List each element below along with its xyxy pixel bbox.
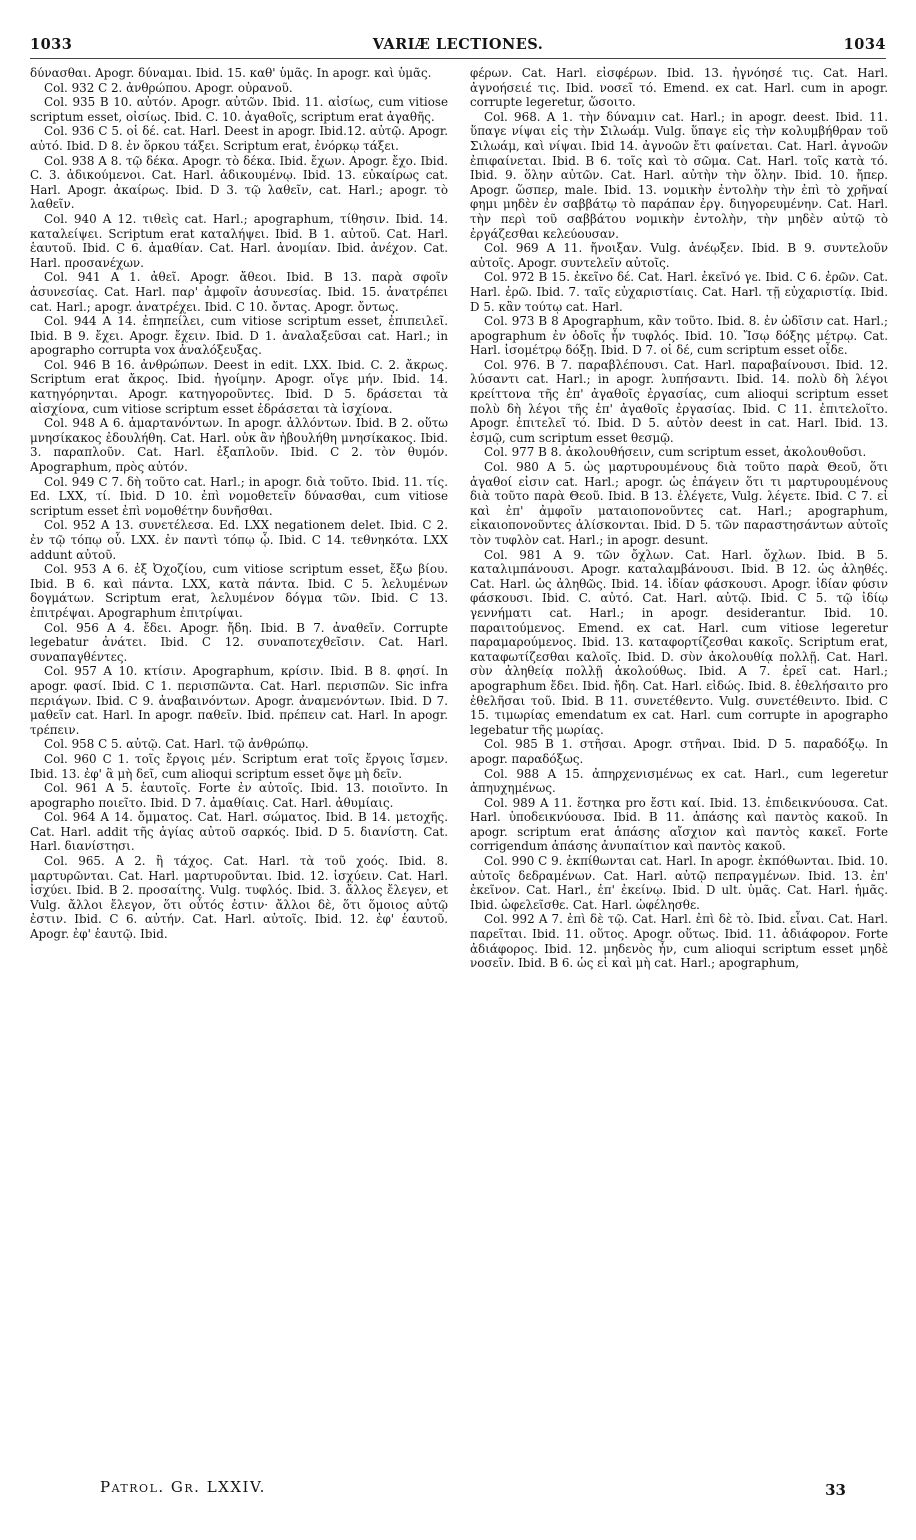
variant-entry: Col. 936 C 5. οἱ δέ. cat. Harl. Deest in apogr. Ibid.12. αὐτῷ. Apogr. αὐτό. Ibid. D 8. ἐν ὅρκου τάξει. Scriptum erat, ἐνόρκῳ τάξει.: [30, 124, 448, 153]
variant-entry: Col. 988 A 15. ἀπηρχενισμένως ex cat. Harl., cum legeretur ἀπηυχημένως.: [470, 766, 888, 796]
variant-entry: δύνασθαι. Apogr. δύναμαι. Ibid. 15. καθ' ὑμᾶς. In apogr. καὶ ὑμᾶς.: [30, 66, 432, 80]
variant-entry: Col. 977 B 8. ἀκολουθήσειν, cum scriptum esset, ἀκολουθοῦσι.: [484, 445, 867, 460]
variant-entry: Col. 938 A 8. τῷ δέκα. Apogr. τὸ δέκα. Ibid. ἔχων. Apogr. ἔχο. Ibid. C. 3. ἀδικούμενοι. Cat. Harl. ἀδικουμένῳ. Ibid. 13. εὐκαίρως cat. Harl. Apogr. ἀκαίρως. Ibid. D 3. τῷ λαθεῖν, cat. Harl.; apogr. τὸ λαθεῖν.: [30, 153, 448, 212]
variant-entry: Col. 948 A 6. ἁμαρτανόντων. In apogr. ἀλλόντων. Ibid. B 2. οὕτω μνησίκακος ἐδουλήθη. Cat. Harl. οὐκ ἂν ἠβουλήθη μνησίκακος. Ibid. 3. παραπλοῦν. Cat. Harl. ἐξαπλοῦν. Ibid. C 2. τὸν θυμόν. Apographum, πρὸς αὐτόν.: [30, 416, 448, 475]
variant-entry: Col. 957 A 10. κτίσιν. Apographum, κρίσιν. Ibid. B 8. φησί. In apogr. φασί. Ibid. C 1. περισπῶντα. Cat. Harl. περισπῶν. Sic infra περιάγων. Ibid. C 9. ἀναβαινόντων. Apogr. ἀναμενόντων. Ibid. D 7. μαθεῖν cat. Harl. In apogr. παθεῖν. Ibid. πρέπειν cat. Harl. In apogr. τρέπειν.: [30, 664, 448, 737]
page-number-left: 1033: [30, 36, 73, 53]
variant-entry: Col. 969 A 11. ἤνοιξαν. Vulg. ἀνέῳξεν. Ibid. B 9. συντελοῦν αὐτοῖς. Apogr. συντελεῖν αὐτοῖς.: [470, 241, 888, 270]
variant-entry: Col. 980 A 5. ὡς μαρτυρουμένους διὰ τοῦτο παρὰ Θεοῦ, ὅτι ἀγαθοί εἰσιν cat. Harl.; apogr. ὡς ἐπάγειν ὅτι τι μαρτυρουμένους διὰ τοῦτο παρὰ Θεοῦ. Ibid. B 13. ἐλέγετε, Vulg. λέγετε. Ibid. C 7. εἰ καὶ ἐπ' ἀμφοῖν ματαιοπονοῦντες cat. Harl.; apographum, εἰκαιοπονοῦντες ἁλίσκονται. Ibid. D 5. τῶν παραστησάντων αὐτοῖς τὸν τυφλὸν cat. Harl.; in apogr. desunt.: [470, 460, 888, 547]
variant-entry: Col. 964 A 14. ὄμματος. Cat. Harl. σώματος. Ibid. B 14. μετοχῆς. Cat. Harl. addit τῆς ἁγίας αὐτοῦ σαρκός. Ibid. D 5. διανίστη. Cat. Harl. διανίστησι.: [30, 810, 448, 854]
variant-entry: Col. 992 A 7. ἐπὶ δὲ τῷ. Cat. Harl. ἐπὶ δὲ τὸ. Ibid. εἶναι. Cat. Harl. παρεῖται. Ibid. 11. οὕτος. Apogr. οὕτως. Ibid. 11. ἀδιάφορον. Forte ἀδιάφορος. Ibid. 12. μηδενὸς ἦν, cum alioqui scriptum esset μηδὲ νοσεῖν. Ibid. B 6. ὡς εἰ καὶ μὴ cat. Harl.; apographum,: [470, 912, 888, 971]
variant-entry: Col. 940 A 12. τιθεὶς cat. Harl.; apographum, τίθησιν. Ibid. 14. καταλείψει. Scriptum erat καταλήψει. Ibid. B 1. αὐτοῦ. Cat. Harl. ἑαυτοῦ. Ibid. C 6. ἀμαθίαν. Cat. Harl. ἀνομίαν. Ibid. ἀνέχον. Cat. Harl. προσανέχων.: [30, 211, 448, 270]
variant-entry: Col. 953 A 6. ἐξ Ὀχοζίου, cum vitiose scriptum esset, ἔξω βίου. Ibid. B 6. καὶ πάντα. LXX, κατὰ πάντα. Ibid. C 5. λελυμένων δογμάτων. Scriptum erat, λελυμένον δόγμα τῶν. Ibid. C 13. ἐπιτρέψαι. Apographum ἐπιτρίψαι.: [30, 562, 448, 620]
variant-entry: Col. 932 C 2. ἀνθρώπου. Apogr. οὐρανοῦ.: [44, 80, 293, 95]
variant-entry: Col. 981 A 9. τῶν ὄχλων. Cat. Harl. ὄχλων. Ibid. B 5. καταλιμπάνουσι. Apogr. καταλαμβάνουσι. Ibid. B 12. ὡς ἀληθές. Cat. Harl. ὡς ἀληθῶς. Ibid. 14. ἰδίαν φάσκουσι. Apogr. ἰδίαν φύσιν φάσκουσι. Ibid. C. αὐτό. Cat. Harl. αὐτῷ. Ibid. C 5. τῷ ἰδίῳ γεννήματι cat. Harl.; in apogr. desiderantur. Ibid. 10. παραιτούμενος. Emend. ex cat. Harl. cum vitiose legeretur παραμαρούμενος. Ibid. 13. καταφορτίζεσθαι κακοῖς. Scriptum erat, καταφωτίζεσθαι καλοῖς. Ibid. D. σὺν ἀκολουθίᾳ πολλῇ. Cat. Harl. σὺν ἀληθείᾳ πολλῇ ἀκολούθως. Ibid. A 7. ἐρεῖ cat. Harl.; apographum ἔδει. Ibid. ἤδη. Cat. Harl. εἰδώς. Ibid. 8. ἐθελήσαιτο pro ἐθελῆσαι τοῦ. Ibid. B 11. συνετέθεντο. Vulg. συνετέθειντο. Ibid. C 15. τιμωρίας emendatum ex cat. Harl. cum corrupte in apographo legebatur τῆς μωρίας.: [470, 547, 888, 737]
variant-entry: Col. 968. A 1. τὴν δύναμιν cat. Harl.; in apogr. deest. Ibid. 11. ὕπαγε νίψαι εἰς τὴν Σιλωάμ. Vulg. ὕπαγε εἰς τὴν κολυμβήθραν τοῦ Σιλωάμ, καὶ νίψαι. Ibid 14. ἀγνοῶν ἔτι φαίνεται. Cat. Harl. ἀγνοῶν ἐπιφαίνεται. Ibid. B 6. τοῖς καὶ τὸ σῶμα. Cat. Harl. τοῖς κατὰ τό. Ibid. 9. ὅλην αὐτῶν. Cat. Harl. αὐτὴν τὴν ὅλην. Ibid. 10. ἤπερ. Apogr. ὥσπερ, male. Ibid. 13. νομικὴν ἐντολὴν τὴν ἐπὶ τὸ χρῆναί φημι μηδὲν ἐν σαββάτῳ τὸ παράπαν ἐργ. διηγορευμένην. Cat. Harl. τὴν περὶ τοῦ σαββάτου νομικὴν ἐντολὴν, τὴν μηδὲν αὐτῷ τὸ ἐργάζεσθαι κελεύουσαν.: [470, 109, 888, 241]
variant-entry: Col. 941 A 1. ἀθεῖ. Apogr. ἄθεοι. Ibid. B 13. παρὰ σφοῖν ἀσυνεσίας. Cat. Harl. παρ' ἀμφοῖν ἀσυνεσίας. Ibid. 15. ἀνατρέπει cat. Harl.; apogr. ἀνατρέχει. Ibid. C 10. ὄντας. Apogr. ὄντως.: [30, 270, 448, 314]
running-header: [30, 36, 886, 59]
variant-entry: Col. 990 C 9. ἐκπίθωνται cat. Harl. In apogr. ἐκπόθωνται. Ibid. 10. αὐτοῖς δεδραμένων. Cat. Harl. αὐτῷ πεπραγμένων. Ibid. 13. ἐπ' ἐκεῖνον. Cat. Harl., ἐπ' ἐκείνῳ. Ibid. D ult. ὑμᾶς. Cat. Harl. ἡμᾶς. Ibid. ὠφελεῖσθε. Cat. Harl. ὠφέλησθε.: [470, 854, 888, 912]
variant-entry: Col. 961 A 5. ἑαυτοῖς. Forte ἐν αὐτοῖς. Ibid. 13. ποιοῖντο. In apographo ποιεῖτο. Ibid. D 7. ἀμαθίαις. Cat. Harl. ἀθυμίαις.: [30, 781, 448, 810]
page-number-right: 1034: [843, 36, 886, 53]
variant-entry: Col. 960 C 1. τοῖς ἔργοις μέν. Scriptum erat τοῖς ἔργοις ἴσμεν. Ibid. 13. ἐφ' ἃ μὴ δεῖ, cum alioqui scriptum esset ὄψε μὴ δεῖν.: [30, 751, 448, 781]
variant-entry: Col. 956 A 4. ἔδει. Apogr. ἤδη. Ibid. B 7. ἀναθεῖν. Corrupte legebatur ἀνάτει. Ibid. C 12. συναποτεχθεῖσιν. Cat. Harl. συναπαγθέντες.: [30, 620, 448, 664]
variant-entry: Col. 949 C 7. δὴ τοῦτο cat. Harl.; in apogr. διὰ τοῦτο. Ibid. 11. τίς. Ed. LXX, τί. Ibid. D 10. ἐπὶ νομοθετεῖν δύνασθαι, cum vitiose scriptum esset ἐπὶ νομοθέτην δυνῆσθαι.: [30, 474, 448, 518]
variant-entry: Col. 952 A 13. συνετέλεσα. Ed. LXX negationem delet. Ibid. C 2. ἐν τῷ τόπῳ οὗ. LXX. ἐν παντὶ τόπῳ ᾧ. Ibid. C 14. τεθνηκότα. LXX addunt αὐτοῦ.: [30, 518, 448, 562]
variant-entry: Col. 989 A 11. ἕστηκα pro ἔστι καί. Ibid. 13. ἐπιδεικνύουσα. Cat. Harl. ὑποδεικνύουσα. Ibid. B 11. ἁπάσης καὶ παντὸς κακοῦ. In apogr. scriptum erat ἁπάσης αἴσχιον καὶ παντὸς κακεῖ. Forte corrigendum ἁπάσης ἀνυπαίτιον καὶ παντὸς κακοῦ.: [470, 795, 888, 854]
variant-entry: φέρων. Cat. Harl. εἰσφέρων. Ibid. 13. ἠγνόησέ τις. Cat. Harl. ἀγνοήσειέ τις. Ibid. νοσεῖ τό. Emend. ex cat. Harl. cum in apogr. corrupte legeretur, ὥσοιτο.: [470, 66, 888, 110]
running-title: VARIÆ LECTIONES.: [372, 36, 544, 53]
variant-entry: Col. 935 B 10. αὐτόν. Apogr. αὐτῶν. Ibid. 11. αἰσίως, cum vitiose scriptum esset, οἰσίως. Ibid. C. 10. ἀγαθοῖς, scriptum erat ἀγαθῆς.: [30, 95, 448, 124]
variant-entry: Col. 946 B 16. ἀνθρώπων. Deest in edit. LXX. Ibid. C. 2. ἄκρως. Scriptum erat ἄκρος. Ibid. ἡγοίμην. Apogr. οἴγε μήν. Ibid. 14. κατηγόρηνται. Apogr. κατηγοροῦντες. Ibid. D 5. δράσεται τὰ αἰσχίονα, cum vitiose scriptum esset ἐδράσεται τὰ ἰσχίονα.: [30, 357, 448, 416]
right-column: [470, 66, 888, 1466]
variant-entry: Col. 976. B 7. παραβλέπουσι. Cat. Harl. παραβαίνουσι. Ibid. 12. λύσαντι cat. Harl.; in apogr. λυπήσαντι. Ibid. 14. πολὺ δὴ λέγοι κρείττονα τῆς ἐπ' ἀγαθοῖς ἐργασίας, cum alioqui scriptum esset πολὺ δὴ λέγοι τῆς ἐπ' ἀγαθοῖς ἐργασίας. Ibid. C 11. ἐπιτελοῖτο. Apogr. ἐπιτελεῖ τό. Ibid. D 5. αὐτὸν deest in cat. Harl. Ibid. 13. ἐσμῷ, cum scriptum esset θεσμῷ.: [470, 357, 888, 445]
variant-entry: Col. 958 C 5. αὐτῷ. Cat. Harl. τῷ ἀνθρώπῳ.: [44, 737, 309, 752]
left-column: [30, 66, 448, 1466]
variant-entry: Col. 965. A 2. ἢ τάχος. Cat. Harl. τὰ τοῦ χοός. Ibid. 8. μαρτυρῶνται. Cat. Harl. μαρτυροῦνται. Ibid. 12. ἰσχύειν. Cat. Harl. ἰσχύει. Ibid. B 2. προσαίτης. Vulg. τυφλός. Ibid. 3. ἄλλος ἔλεγεν, et Vulg. ἄλλοι ἔλεγον, ὅτι οὗτός ἐστιν· ἄλλοι δὲ, ὅτι ὅμοιος αὐτῷ ἐστιν. Ibid. C 6. αὐτήν. Cat. Harl. αὐτοῖς. Ibid. 12. ἐφ' ἑαυτοῦ. Apogr. ἐφ' ἑαυτῷ. Ibid.: [30, 854, 448, 942]
variant-entry: Col. 973 B 8 Apographum, κἂν τοῦτο. Ibid. 8. ἐν ὠδῖσιν cat. Harl.; apographum ἐν ὁδοῖς ἦν τυφλός. Ibid. 10. Ἴσῳ δόξης μέτρῳ. Cat. Harl. ἰσομέτρῳ δόξῃ. Ibid. D 7. οἱ δέ, cum scriptum esset οἶδε.: [470, 314, 888, 358]
signature-mark: Patrol. Gr. LXXIV.: [100, 1478, 266, 1496]
variant-entry: Col. 972 B 15. ἐκεῖνο δέ. Cat. Harl. ἐκεῖνό γε. Ibid. C 6. ἐρῶν. Cat. Harl. ἐρῶ. Ibid. 7. ταῖς εὐχαριστίαις. Cat. Harl. τῇ εὐχαριστίᾳ. Ibid. D 5. κἂν τούτῳ cat. Harl.: [470, 270, 888, 314]
sheet-number: 33: [825, 1481, 846, 1499]
variant-entry: Col. 944 A 14. ἐπηπείλει, cum vitiose scriptum esset, ἐπιπειλεῖ. Ibid. B 9. ἔχει. Apogr. ἔχειν. Ibid. D 1. ἀναλαξεῦσαι cat. Harl.; in apographo corrupta vox ἀναλόξευξας.: [30, 314, 448, 358]
variant-entry: Col. 985 B 1. στῆσαι. Apogr. στῆναι. Ibid. D 5. παραδόξῳ. In apogr. παραδόξως.: [470, 737, 888, 766]
